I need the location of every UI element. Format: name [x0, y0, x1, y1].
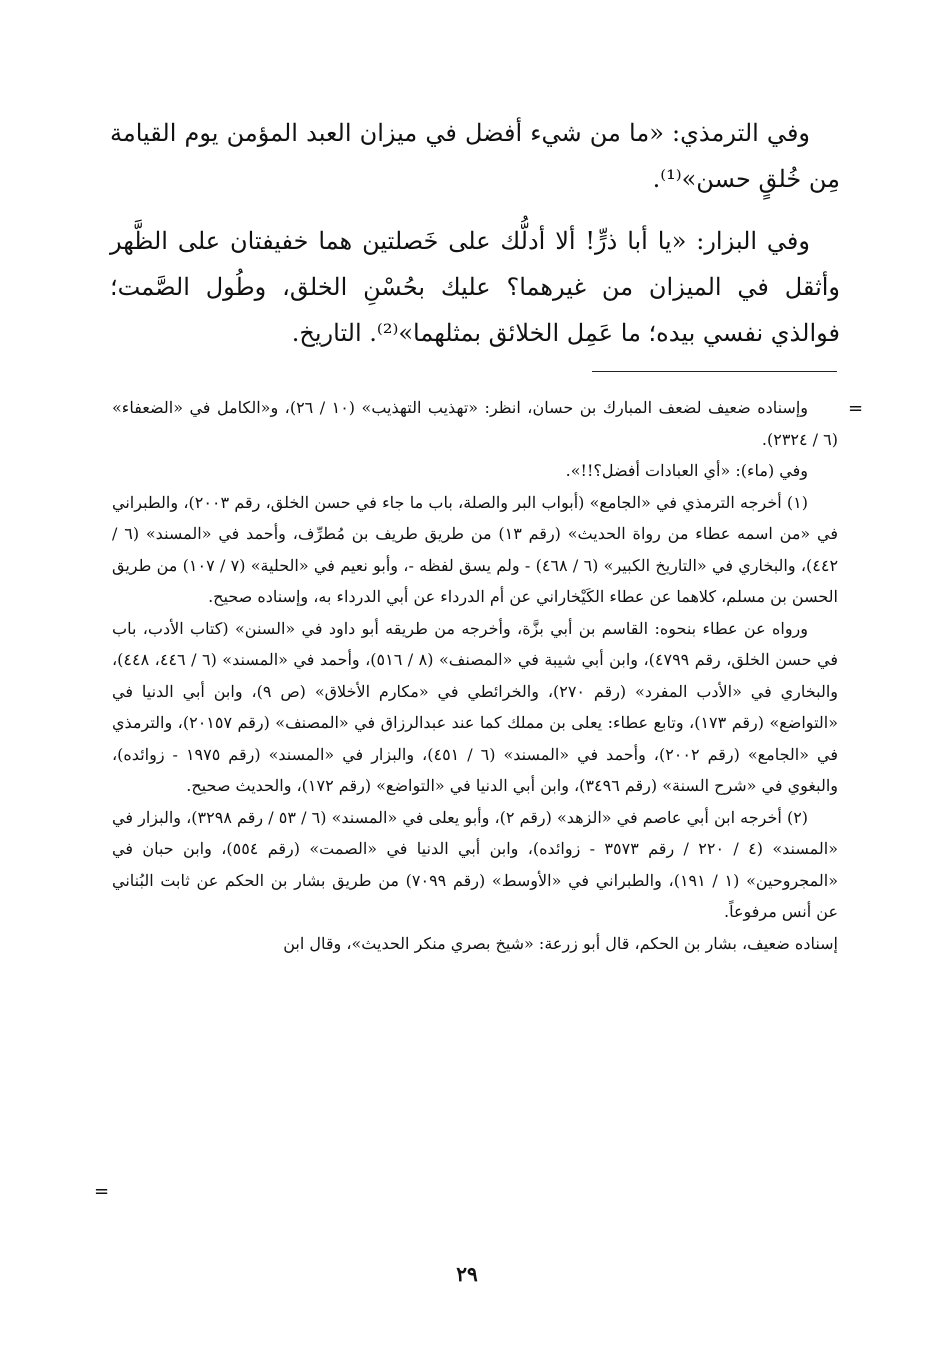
footnotes-section — [112, 392, 838, 959]
continuation-marker-bottom: = — [94, 1181, 110, 1202]
footnote-2-continued: إسناده ضعيف، بشار بن الحكم، قال أبو زرعة: «شيخ بصري منكر الحديث»، وقال ابن — [283, 933, 838, 953]
continuation-marker-top: = — [848, 398, 864, 419]
footnote-continuation-1: وإسناده ضعيف لضعف المبارك بن حسان، انظر: «تهذيب التهذيب» (١٠ / ٢٦)، و«الكامل في «الضعفاء» (٦ / ٢٣٢٤). — [112, 398, 838, 449]
footnote-1: (١) أخرجه الترمذي في «الجامع» (أبواب البر والصلة، باب ما جاء في حسن الخلق، رقم ٢٠٠٣)، والطبراني في «من اسمه عطاء من رواة الحديث» (رقم ١٣) من طريق طريف بن مُطرِّف، وأحمد في «المسند» (٦ / ٤٤٢)، والبخاري في «التاريخ الكبير» (٦ / ٤٦٨) - ولم يسق لفظه -، وأبو نعيم في «الحلية» (٧ / ١٠٧) من طريق الحسن بن مسلم، كلاهما عن عطاء الكَيْخاراني عن أم الدرداء عن أبي الدرداء به، وإسناده صحيح. — [112, 492, 839, 606]
footnote-1-continued: ورواه عن عطاء بنحوه: القاسم بن أبي بزَّة، وأخرجه من طريقه أبو داود في «السنن» (كتاب الأدب، باب في حسن الخلق، رقم ٤٧٩٩)، وابن أبي شيبة في «المصنف» (٨ / ٥١٦)، وأحمد في «المسند» (٦ / ٤٤٦، ٤٤٨)، والبخاري في «الأدب المفرد» (رقم ٢٧٠)، والخرائطي في «مكارم الأخلاق» (ص ٩)، وابن أبي الدنيا في «التواضع» (رقم ١٧٣)، وتابع عطاء: يعلى بن مملك كما عند عبدالرزاق في «المصنف» (رقم ٢٠١٥٧)، والترمذي في «الجامع» (رقم ٢٠٠٢)، وأحمد في «المسند» (٦ / ٤٥١)، والبزار في «المسند» (رقم ١٩٧٥ - زوائده)، والبغوي في «شرح السنة» (رقم ٣٤٩٦)، وابن أبي الدنيا في «التواضع» (رقم ١٧٢)، والحديث صحيح. — [112, 618, 839, 795]
footnote-separator — [592, 371, 837, 372]
main-paragraph-1 — [110, 110, 840, 202]
footnote-continuation-2: وفي (ماء): «أي العبادات أفضل؟!!». — [565, 461, 808, 480]
footnote-2: (٢) أخرجه ابن أبي عاصم في «الزهد» (رقم ٢)، وأبو يعلى في «المسند» (٦ / ٥٣ / رقم ٣٢٩٨)، والبزار في «المسند» (٤ / ٢٢٠ / رقم ٣٥٧٣ - زوائده)، وابن أبي الدنيا في «الصمت» (رقم ٥٥٤)، وابن حبان في «المجروحين» (١ / ١٩١)، والطبراني في «الأوسط» (رقم ٧٠٩٩) من طريق بشار بن الحكم عن ثابت البُناني عن أنس مرفوعاً. — [112, 807, 839, 921]
main-paragraph-2-text: وفي البزار: «يا أبا ذرٍّ! ألا أدلُّك على خَصلتين هما خفيفتان على الظَّهر وأثقل في الميزان من غيرهما؟ عليك بحُسْنِ الخلق، وطُول الصَّمت؛ فوالذي نفسي بيده؛ ما عَمِل الخلائق بمثلهما»⁽²⁾. التاريخ. — [110, 227, 840, 347]
main-paragraph-1-text: وفي الترمذي: «ما من شيء أفضل في ميزان العبد المؤمن يوم القيامة مِن خُلقٍ حسن»⁽¹⁾. — [110, 119, 840, 193]
page-number: ٢٩ — [456, 1262, 478, 1286]
main-paragraph-2 — [110, 218, 840, 356]
